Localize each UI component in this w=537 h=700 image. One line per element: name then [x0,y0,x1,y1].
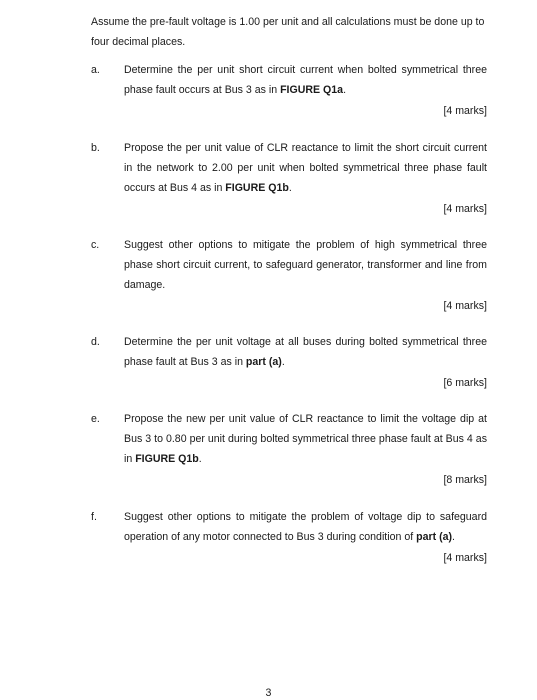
marks-label: [4 marks] [443,300,487,312]
question-text [124,138,487,198]
question-letter: f. [91,511,97,523]
question-text [124,235,487,295]
question-b [91,138,487,219]
question-f [91,507,487,568]
question-text-end: . [452,531,455,543]
marks-label: [4 marks] [443,203,487,215]
intro-paragraph: Assume the pre-fault voltage is 1.00 per unit and all calculations must be done up to four decimal places. [91,16,485,48]
question-text-end: . [198,453,202,465]
question-text-end: . [343,84,347,96]
figure-reference: FIGURE Q1a [280,84,344,96]
page-number: 3 [265,687,272,699]
question-letter: a. [91,64,100,76]
question-text [124,409,487,469]
question-a [91,60,487,121]
question-letter: e. [91,413,100,425]
figure-reference: FIGURE Q1b [135,453,199,465]
marks-label: [4 marks] [443,552,487,564]
figure-reference: FIGURE Q1b [225,182,289,194]
question-text-body: Propose the per unit value of CLR reactance to limit the short circuit current in the network to 2.00 per unit when bolted symmetrical three phase fault occurs at Bus 4 as in [124,142,487,194]
question-text-body: Determine the per unit voltage at all buses during bolted symmetrical three phase fault at Bus 3 as in [124,336,487,368]
question-c [91,235,487,316]
question-e [91,409,487,490]
question-text-end: . [288,182,292,194]
part-reference: part (a) [245,356,282,368]
question-letter: b. [91,142,100,154]
question-text [124,60,487,100]
question-text-body: Suggest other options to mitigate the problem of voltage dip to safeguard operation of any motor connected to Bus 3 during condition of [124,511,487,543]
question-text-body: Determine the per unit short circuit current when bolted symmetrical three phase fault occurs at Bus 3 as in [124,64,487,96]
question-d [91,332,487,393]
question-text-body: Suggest other options to mitigate the problem of high symmetrical three phase short circuit current, to safeguard generator, transformer and line from damage. [124,239,487,291]
question-letter: d. [91,336,100,348]
question-letter: c. [91,239,100,251]
question-text-end: . [281,356,285,368]
question-text [124,507,487,547]
marks-label: [8 marks] [443,474,487,486]
part-reference: part (a) [416,531,453,543]
marks-label: [4 marks] [443,105,487,117]
question-text-body: Propose the new per unit value of CLR reactance to limit the voltage dip at Bus 3 to 0.80 per unit during bolted symmetrical three phase fault at Bus 4 as in [124,413,487,465]
marks-label: [6 marks] [443,377,487,389]
question-text [124,332,487,372]
